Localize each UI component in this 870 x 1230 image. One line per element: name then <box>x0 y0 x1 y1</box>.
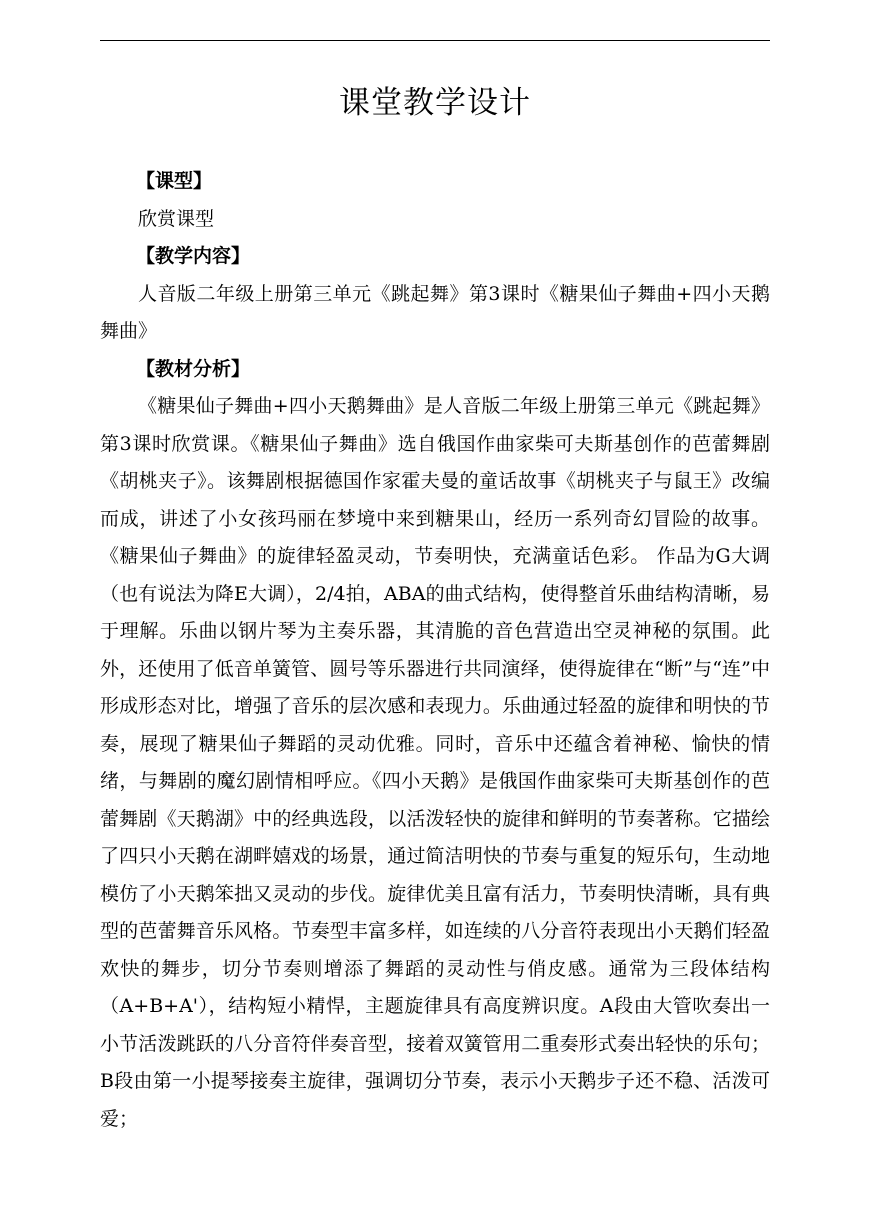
section-heading-teaching-content: 【教学内容】 <box>136 245 251 267</box>
teaching-content-text: 人音版二年级上册第三单元《跳起舞》第3课时《糖果仙子舞曲+四小天鹅舞曲》 <box>100 282 770 342</box>
document-title: 课堂教学设计 <box>339 85 531 121</box>
material-analysis-text: 《糖果仙子舞曲+四小天鹅舞曲》是人音版二年级上册第三单元《跳起舞》第3课时欣赏课。《糖果仙子舞曲》选自俄国作曲家柴可夫斯基创作的芭蕾舞剧《胡桃夹子》。该舞剧根据德国作家霍夫曼的童话故事《胡桃夹子与鼠王》改编而成，讲述了小女孩玛丽在梦境中来到糖果山，经历一系列奇幻冒险的故事。《糖果仙子舞曲》的旋律轻盈灵动，节奏明快，充满童话色彩。 作品为G大调（也有说法为降E大调），2/4拍，ABA的曲式结构，使得整首乐曲结构清晰，易于理解。乐曲以钢片琴为主奏乐器，其清脆的音色营造出空灵神秘的氛围。此外，还使用了低音单簧管、圆号等乐器进行共同演绎，使得旋律在“断”与“连”中形成形态对比，增强了音乐的层次感和表现力。乐曲通过轻盈的旋律和明快的节奏，展现了糖果仙子舞蹈的灵动优雅。同时，音乐中还蕴含着神秘、愉快的情绪，与舞剧的魔幻剧情相呼应。《四小天鹅》是俄国作曲家柴可夫斯基创作的芭蕾舞剧《天鹅湖》中的经典选段，以活泼轻快的旋律和鲜明的节奏著称。它描绘了四只小天鹅在湖畔嬉戏的场景，通过简洁明快的节奏与重复的短乐句，生动地模仿了小天鹅笨拙又灵动的步伐。旋律优美且富有活力，节奏明快清晰，具有典型的芭蕾舞音乐风格。节奏型丰富多样，如连续的八分音符表现出小天鹅们轻盈欢快的舞步，切分节奏则增添了舞蹈的灵动性与俏皮感。通常为三段体结构（A+B+A'），结构短小精悍，主题旋律具有高度辨识度。A段由大管吹奏出一小节活泼跳跃的八分音符伴奏音型，接着双簧管用二重奏形式奏出轻快的乐句；B段由第一小提琴接奏主旋律，强调切分节奏，表示小天鹅步子还不稳、活泼可爱； <box>100 395 770 1130</box>
section-heading-lesson-type: 【课型】 <box>136 170 213 192</box>
header-rule <box>100 40 770 41</box>
document-body <box>100 163 770 1138</box>
lesson-type-text: 欣赏课型 <box>138 207 215 230</box>
section-heading-material-analysis: 【教材分析】 <box>136 357 251 380</box>
